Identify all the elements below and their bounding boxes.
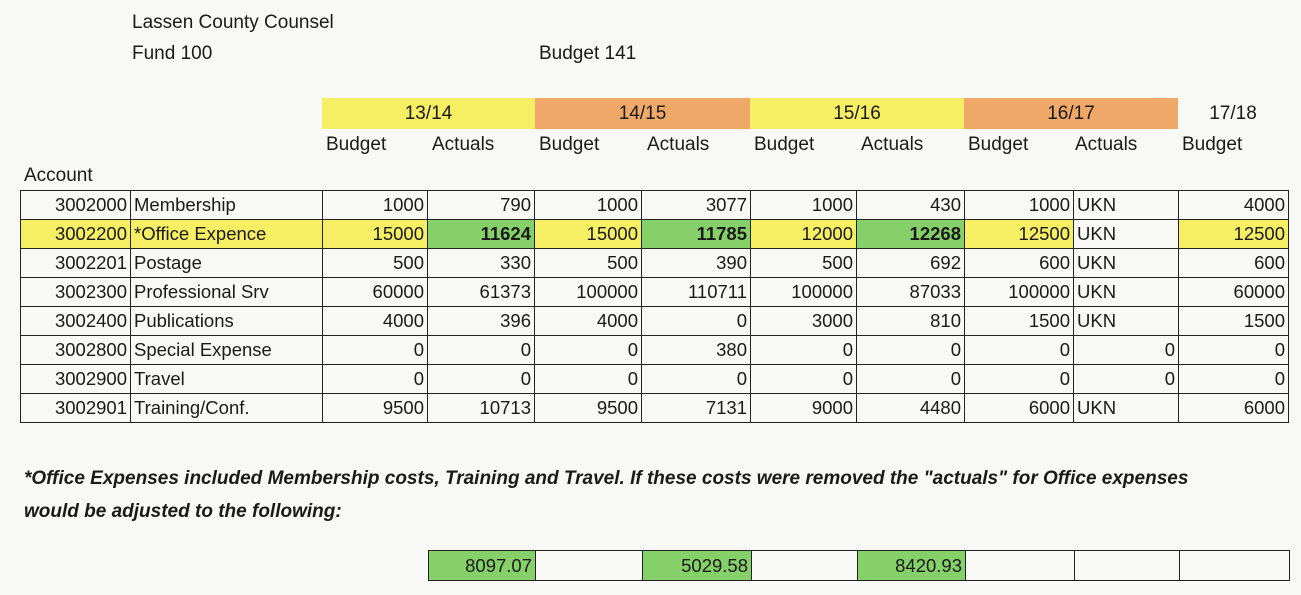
value-cell: 0 [642,365,751,394]
value-cell: 1000 [751,191,857,220]
value-cell: 0 [535,365,642,394]
value-cell: 87033 [857,278,965,307]
adjusted-cell [752,551,858,581]
value-cell: 430 [857,191,965,220]
table-row [21,220,1289,249]
value-cell: 500 [751,249,857,278]
table-row [21,191,1289,220]
value-cell: 0 [323,365,428,394]
value-cell: 60000 [323,278,428,307]
account-number: 3002300 [21,278,131,307]
value-cell: 9500 [323,394,428,423]
value-cell: 500 [535,249,642,278]
account-number: 3002000 [21,191,131,220]
year-band-16-17: 16/17 [964,98,1178,129]
account-number: 3002201 [21,249,131,278]
value-cell: 60000 [1179,278,1289,307]
account-name: Training/Conf. [131,394,323,423]
table-row [21,278,1289,307]
account-number: 3002400 [21,307,131,336]
account-number: 3002901 [21,394,131,423]
account-name: Postage [131,249,323,278]
value-cell: 7131 [642,394,751,423]
value-cell: 12500 [1179,220,1289,249]
account-name: Publications [131,307,323,336]
value-cell: 0 [1074,336,1179,365]
value-cell: 396 [428,307,535,336]
value-cell: 11785 [642,220,751,249]
adjusted-cell [1180,551,1290,581]
value-cell: 0 [1074,365,1179,394]
value-cell: UKN [1074,191,1179,220]
value-cell: 10713 [428,394,535,423]
account-number: 3002200 [21,220,131,249]
value-cell: 692 [857,249,965,278]
footnote: *Office Expenses included Membership costs, Training and Travel. If these costs were removed the "actuals" for Office expenses would be adjusted to the following: [24,468,1189,522]
value-cell: 0 [428,365,535,394]
value-cell: 0 [323,336,428,365]
account-name: *Office Expence [131,220,323,249]
value-cell: 0 [965,365,1074,394]
value-cell: 600 [1179,249,1289,278]
value-cell: 0 [642,307,751,336]
adjusted-cell: 5029.58 [643,551,752,581]
table-row [21,394,1289,423]
value-cell: 1500 [1179,307,1289,336]
value-cell: 4000 [323,307,428,336]
value-cell: 12500 [965,220,1074,249]
value-cell: 4000 [1179,191,1289,220]
value-cell: 15000 [323,220,428,249]
subheader-budget: Budget [968,134,1029,155]
value-cell: 1000 [323,191,428,220]
value-cell: 12268 [857,220,965,249]
fund-label: Fund 100 [132,43,213,64]
value-cell: 9500 [535,394,642,423]
value-cell: 100000 [965,278,1074,307]
value-cell: 0 [751,336,857,365]
budget-table [20,190,1289,423]
account-name: Membership [131,191,323,220]
org-title: Lassen County Counsel [132,12,334,33]
subheader-actuals: Actuals [861,134,924,155]
value-cell: 0 [535,336,642,365]
table-row [21,307,1289,336]
value-cell: 1000 [965,191,1074,220]
year-band-14-15: 14/15 [535,98,750,129]
adjusted-cell: 8420.93 [858,551,966,581]
value-cell: 12000 [751,220,857,249]
subheader-budget: Budget [539,134,600,155]
value-cell: UKN [1074,394,1179,423]
value-cell: 390 [642,249,751,278]
value-cell: 100000 [751,278,857,307]
adjusted-row [429,551,1290,581]
value-cell: 330 [428,249,535,278]
value-cell: 3077 [642,191,751,220]
value-cell: 9000 [751,394,857,423]
subheader-budget: Budget [754,134,815,155]
year-band-13-14: 13/14 [322,98,535,129]
subheader-actuals: Actuals [647,134,710,155]
value-cell: 61373 [428,278,535,307]
value-cell: 15000 [535,220,642,249]
value-cell: 1500 [965,307,1074,336]
subheader-actuals: Actuals [432,134,495,155]
value-cell: 6000 [965,394,1074,423]
value-cell: 1000 [535,191,642,220]
table-row [21,336,1289,365]
value-cell: UKN [1074,249,1179,278]
value-cell: 0 [1179,365,1289,394]
adjusted-cell [1075,551,1180,581]
account-name: Professional Srv [131,278,323,307]
adjusted-actuals-table [428,550,1290,581]
value-cell: 4000 [535,307,642,336]
year-band-17-18: 17/18 [1209,103,1257,124]
table-row [21,249,1289,278]
value-cell: 11624 [428,220,535,249]
adjusted-cell [536,551,643,581]
subheader-budget: Budget [1182,134,1243,155]
value-cell: 600 [965,249,1074,278]
adjusted-cell [966,551,1075,581]
account-name: Travel [131,365,323,394]
account-header: Account [24,165,93,186]
value-cell: 0 [1179,336,1289,365]
value-cell: 0 [428,336,535,365]
account-number: 3002800 [21,336,131,365]
value-cell: 100000 [535,278,642,307]
value-cell: 3000 [751,307,857,336]
value-cell: 110711 [642,278,751,307]
value-cell: UKN [1074,220,1179,249]
value-cell: 0 [857,336,965,365]
value-cell: 4480 [857,394,965,423]
value-cell: 6000 [1179,394,1289,423]
value-cell: 0 [751,365,857,394]
value-cell: 380 [642,336,751,365]
value-cell: UKN [1074,278,1179,307]
value-cell: 500 [323,249,428,278]
year-band-15-16: 15/16 [750,98,964,129]
budget-label: Budget 141 [539,43,637,64]
table-row [21,365,1289,394]
value-cell: 810 [857,307,965,336]
value-cell: UKN [1074,307,1179,336]
subheader-budget: Budget [326,134,387,155]
adjusted-cell: 8097.07 [429,551,536,581]
subheader-actuals: Actuals [1075,134,1138,155]
value-cell: 0 [965,336,1074,365]
value-cell: 0 [857,365,965,394]
account-name: Special Expense [131,336,323,365]
account-number: 3002900 [21,365,131,394]
value-cell: 790 [428,191,535,220]
